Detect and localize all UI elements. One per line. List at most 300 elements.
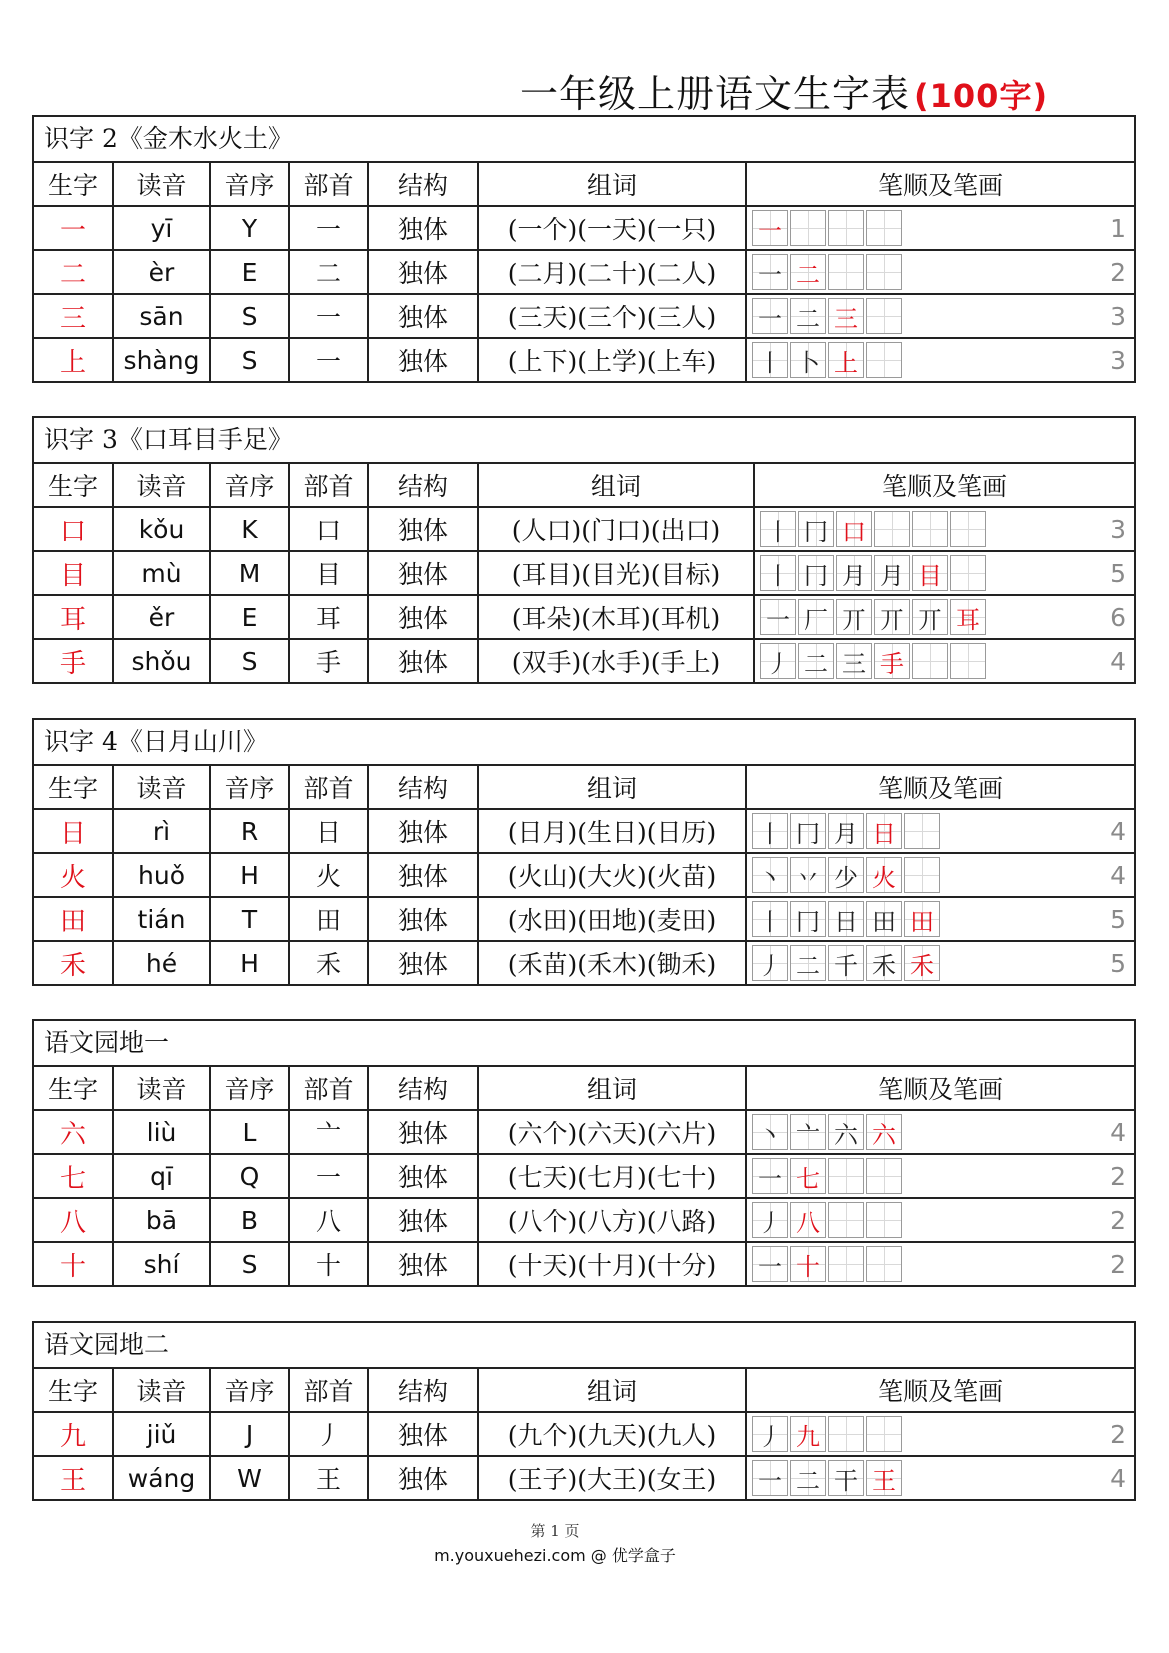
stroke-grid <box>752 901 942 937</box>
header-row <box>34 1369 1134 1413</box>
character-cell: 十 <box>34 1243 114 1285</box>
initial-cell: S <box>211 640 290 682</box>
column-header: 结构 <box>369 464 479 506</box>
stroke-count: 4 <box>1110 860 1126 890</box>
stroke-order-cell <box>747 1413 1134 1455</box>
stroke-count: 4 <box>1110 1463 1126 1493</box>
radical-cell: 八 <box>290 1199 369 1241</box>
stroke-box <box>866 1416 902 1452</box>
structure-cell: 独体 <box>369 339 479 381</box>
table-row <box>34 1413 1134 1457</box>
stroke-box: 丨 <box>752 813 788 849</box>
column-header: 笔顺及笔画 <box>877 774 1003 803</box>
radical-cell: 一 <box>290 339 369 381</box>
words-cell: (人口)(门口)(出口) <box>479 508 755 550</box>
structure-cell: 独体 <box>369 854 479 896</box>
stroke-box: 日 <box>828 901 864 937</box>
initial-cell: E <box>211 596 290 638</box>
header-row <box>34 464 1134 508</box>
words-cell: (耳朵)(木耳)(耳机) <box>479 596 755 638</box>
pinyin-cell: bā <box>114 1199 211 1241</box>
column-header: 笔顺及笔画 <box>877 171 1003 200</box>
stroke-box: 日 <box>866 813 902 849</box>
stroke-box <box>874 511 910 547</box>
pinyin-cell: liù <box>114 1111 211 1153</box>
column-header: 生字 <box>34 766 114 808</box>
table-row <box>34 810 1134 854</box>
words-cell: (一个)(一天)(一只) <box>479 207 747 249</box>
stroke-grid <box>752 1158 904 1194</box>
character-cell: 上 <box>34 339 114 381</box>
table-row <box>34 1111 1134 1155</box>
header-row <box>34 1067 1134 1111</box>
stroke-count: 3 <box>1110 301 1126 331</box>
stroke-box <box>828 1416 864 1452</box>
character-section <box>32 1321 1136 1501</box>
stroke-count: 2 <box>1110 257 1126 287</box>
radical-cell: 目 <box>290 552 369 594</box>
structure-cell: 独体 <box>369 508 479 550</box>
stroke-box <box>828 1158 864 1194</box>
structure-cell: 独体 <box>369 552 479 594</box>
stroke-order-cell <box>747 1243 1134 1285</box>
stroke-count: 2 <box>1110 1161 1126 1191</box>
initial-cell: E <box>211 251 290 293</box>
stroke-order-cell <box>747 942 1134 984</box>
pinyin-cell: kǒu <box>114 508 211 550</box>
stroke-grid <box>760 555 988 591</box>
stroke-order-cell <box>747 898 1134 940</box>
stroke-count: 3 <box>1110 514 1126 544</box>
table-row <box>34 1457 1134 1499</box>
words-cell: (双手)(水手)(手上) <box>479 640 755 682</box>
column-header: 组词 <box>479 1369 747 1411</box>
words-cell: (十天)(十月)(十分) <box>479 1243 747 1285</box>
column-header: 结构 <box>369 163 479 205</box>
stroke-box: 三 <box>836 643 872 679</box>
stroke-box: 耳 <box>950 599 986 635</box>
words-cell: (六个)(六天)(六片) <box>479 1111 747 1153</box>
stroke-box: 七 <box>790 1158 826 1194</box>
stroke-box: 冂 <box>798 511 834 547</box>
initial-cell: L <box>211 1111 290 1153</box>
stroke-box <box>828 254 864 290</box>
stroke-box: 一 <box>752 1158 788 1194</box>
pinyin-cell: shàng <box>114 339 211 381</box>
table-row <box>34 339 1134 381</box>
column-header: 组词 <box>479 464 755 506</box>
column-header: 结构 <box>369 766 479 808</box>
stroke-box: 一 <box>752 1460 788 1496</box>
table-row <box>34 854 1134 898</box>
stroke-box: 二 <box>790 945 826 981</box>
column-header: 音序 <box>211 766 290 808</box>
stroke-count: 5 <box>1110 558 1126 588</box>
table-row <box>34 1199 1134 1243</box>
stroke-box: 冂 <box>790 901 826 937</box>
character-section <box>32 416 1136 684</box>
stroke-box: 少 <box>828 857 864 893</box>
section-title: 识字 3《口耳目手足》 <box>34 418 1134 464</box>
stroke-box: 丨 <box>760 511 796 547</box>
initial-cell: S <box>211 1243 290 1285</box>
stroke-box: 千 <box>828 945 864 981</box>
pinyin-cell: mù <box>114 552 211 594</box>
pinyin-cell: shí <box>114 1243 211 1285</box>
initial-cell: Q <box>211 1155 290 1197</box>
character-cell: 九 <box>34 1413 114 1455</box>
pinyin-cell: yī <box>114 207 211 249</box>
stroke-count: 4 <box>1110 816 1126 846</box>
column-header: 音序 <box>211 1369 290 1411</box>
stroke-count: 2 <box>1110 1419 1126 1449</box>
column-header: 组词 <box>479 766 747 808</box>
table-row <box>34 251 1134 295</box>
stroke-box: 一 <box>752 298 788 334</box>
initial-cell: Y <box>211 207 290 249</box>
radical-cell: 火 <box>290 854 369 896</box>
table-row <box>34 640 1134 682</box>
table-row <box>34 1155 1134 1199</box>
stroke-order-cell <box>755 640 1134 682</box>
stroke-order-cell <box>747 251 1134 293</box>
radical-cell: 耳 <box>290 596 369 638</box>
section-title: 识字 4《日月山川》 <box>34 720 1134 766</box>
column-header: 结构 <box>369 1067 479 1109</box>
table-row <box>34 508 1134 552</box>
stroke-count: 3 <box>1110 345 1126 375</box>
section-title: 识字 2《金木水火土》 <box>34 117 1134 163</box>
initial-cell: B <box>211 1199 290 1241</box>
character-cell: 口 <box>34 508 114 550</box>
stroke-order-cell <box>755 596 1134 638</box>
stroke-box: 目 <box>912 555 948 591</box>
table-row <box>34 207 1134 251</box>
stroke-box: 一 <box>752 254 788 290</box>
stroke-box: 卜 <box>790 342 826 378</box>
stroke-box: 三 <box>828 298 864 334</box>
structure-cell: 独体 <box>369 1413 479 1455</box>
initial-cell: H <box>211 942 290 984</box>
character-section <box>32 718 1136 986</box>
column-header: 部首 <box>290 1067 369 1109</box>
radical-cell: 田 <box>290 898 369 940</box>
stroke-grid <box>760 599 988 635</box>
stroke-box: 丶 <box>752 857 788 893</box>
stroke-order-cell <box>747 810 1134 852</box>
stroke-grid <box>752 210 904 246</box>
stroke-box: 二 <box>798 643 834 679</box>
column-header: 音序 <box>211 1067 290 1109</box>
words-cell: (七天)(七月)(七十) <box>479 1155 747 1197</box>
column-header: 笔顺及笔画 <box>881 472 1007 501</box>
column-header: 生字 <box>34 464 114 506</box>
stroke-order-cell <box>747 854 1134 896</box>
character-section <box>32 1019 1136 1287</box>
table-row <box>34 552 1134 596</box>
stroke-box: 厂 <box>798 599 834 635</box>
words-cell: (三天)(三个)(三人) <box>479 295 747 337</box>
words-cell: (火山)(大火)(火苗) <box>479 854 747 896</box>
character-cell: 七 <box>34 1155 114 1197</box>
column-header: 生字 <box>34 1369 114 1411</box>
initial-cell: H <box>211 854 290 896</box>
stroke-count: 5 <box>1110 904 1126 934</box>
stroke-box: 冂 <box>790 813 826 849</box>
stroke-box: 六 <box>828 1114 864 1150</box>
stroke-box: 口 <box>836 511 872 547</box>
structure-cell: 独体 <box>369 1199 479 1241</box>
stroke-order-cell <box>747 1457 1134 1499</box>
stroke-box: 丿 <box>752 945 788 981</box>
stroke-box: 丌 <box>874 599 910 635</box>
column-header: 结构 <box>369 1369 479 1411</box>
stroke-box <box>828 1246 864 1282</box>
stroke-count: 2 <box>1110 1205 1126 1235</box>
section-title: 语文园地一 <box>34 1021 1134 1067</box>
words-cell: (上下)(上学)(上车) <box>479 339 747 381</box>
stroke-box: 月 <box>828 813 864 849</box>
stroke-box <box>904 813 940 849</box>
stroke-box: 冂 <box>798 555 834 591</box>
column-header: 读音 <box>114 766 211 808</box>
stroke-box <box>950 643 986 679</box>
stroke-grid <box>752 857 942 893</box>
stroke-box: 上 <box>828 342 864 378</box>
structure-cell: 独体 <box>369 207 479 249</box>
stroke-count: 5 <box>1110 948 1126 978</box>
character-cell: 二 <box>34 251 114 293</box>
stroke-box <box>866 298 902 334</box>
stroke-box <box>866 1246 902 1282</box>
stroke-box: 一 <box>752 1246 788 1282</box>
stroke-box: 干 <box>828 1460 864 1496</box>
character-section <box>32 115 1136 383</box>
structure-cell: 独体 <box>369 251 479 293</box>
stroke-box: 九 <box>790 1416 826 1452</box>
stroke-count: 6 <box>1110 602 1126 632</box>
pinyin-cell: wáng <box>114 1457 211 1499</box>
stroke-box: 手 <box>874 643 910 679</box>
character-cell: 六 <box>34 1111 114 1153</box>
stroke-box: 一 <box>760 599 796 635</box>
column-header: 生字 <box>34 163 114 205</box>
structure-cell: 独体 <box>369 810 479 852</box>
stroke-box: 二 <box>790 298 826 334</box>
pinyin-cell: sān <box>114 295 211 337</box>
character-cell: 田 <box>34 898 114 940</box>
table-row <box>34 295 1134 339</box>
column-header: 读音 <box>114 163 211 205</box>
initial-cell: K <box>211 508 290 550</box>
page-number: 第 1 页 <box>530 1522 580 1540</box>
stroke-order-cell <box>747 1111 1134 1153</box>
pinyin-cell: ěr <box>114 596 211 638</box>
stroke-box: 一 <box>752 210 788 246</box>
stroke-box: 丷 <box>790 857 826 893</box>
stroke-box: 丨 <box>760 555 796 591</box>
structure-cell: 独体 <box>369 1457 479 1499</box>
stroke-grid <box>752 1460 904 1496</box>
stroke-order-cell <box>747 207 1134 249</box>
column-header: 部首 <box>290 766 369 808</box>
stroke-box <box>866 210 902 246</box>
stroke-box: 禾 <box>866 945 902 981</box>
pinyin-cell: jiǔ <box>114 1413 211 1455</box>
radical-cell: 禾 <box>290 942 369 984</box>
column-header: 读音 <box>114 1369 211 1411</box>
stroke-box: 禾 <box>904 945 940 981</box>
structure-cell: 独体 <box>369 640 479 682</box>
stroke-box <box>828 210 864 246</box>
stroke-grid <box>752 945 942 981</box>
stroke-box <box>912 643 948 679</box>
structure-cell: 独体 <box>369 1111 479 1153</box>
table-row <box>34 898 1134 942</box>
stroke-box: 田 <box>866 901 902 937</box>
stroke-order-cell <box>747 1199 1134 1241</box>
radical-cell: 十 <box>290 1243 369 1285</box>
stroke-box: 二 <box>790 1460 826 1496</box>
pinyin-cell: tián <box>114 898 211 940</box>
stroke-count: 4 <box>1110 646 1126 676</box>
radical-cell: 日 <box>290 810 369 852</box>
pinyin-cell: shǒu <box>114 640 211 682</box>
header-row <box>34 163 1134 207</box>
stroke-count: 2 <box>1110 1249 1126 1279</box>
stroke-box: 丌 <box>836 599 872 635</box>
column-header: 笔顺及笔画 <box>877 1075 1003 1104</box>
structure-cell: 独体 <box>369 596 479 638</box>
stroke-box: 丿 <box>752 1202 788 1238</box>
stroke-box: 火 <box>866 857 902 893</box>
character-cell: 八 <box>34 1199 114 1241</box>
stroke-box: 王 <box>866 1460 902 1496</box>
stroke-grid <box>752 298 904 334</box>
stroke-box <box>950 511 986 547</box>
words-cell: (八个)(八方)(八路) <box>479 1199 747 1241</box>
header-row <box>34 766 1134 810</box>
stroke-box: 亠 <box>790 1114 826 1150</box>
stroke-box <box>866 1158 902 1194</box>
table-row <box>34 942 1134 984</box>
radical-cell: 一 <box>290 1155 369 1197</box>
radical-cell: 一 <box>290 295 369 337</box>
character-cell: 王 <box>34 1457 114 1499</box>
stroke-box <box>866 342 902 378</box>
pinyin-cell: èr <box>114 251 211 293</box>
radical-cell: 王 <box>290 1457 369 1499</box>
stroke-box: 田 <box>904 901 940 937</box>
stroke-box: 二 <box>790 254 826 290</box>
structure-cell: 独体 <box>369 1155 479 1197</box>
column-header: 音序 <box>211 163 290 205</box>
character-cell: 禾 <box>34 942 114 984</box>
stroke-order-cell <box>747 339 1134 381</box>
stroke-box <box>790 210 826 246</box>
section-title: 语文园地二 <box>34 1323 1134 1369</box>
stroke-grid <box>760 643 988 679</box>
stroke-box <box>912 511 948 547</box>
character-cell: 三 <box>34 295 114 337</box>
pinyin-cell: hé <box>114 942 211 984</box>
column-header: 读音 <box>114 464 211 506</box>
structure-cell: 独体 <box>369 942 479 984</box>
stroke-box: 月 <box>874 555 910 591</box>
stroke-box <box>866 1202 902 1238</box>
stroke-box <box>866 254 902 290</box>
stroke-order-cell <box>747 1155 1134 1197</box>
radical-cell: 丿 <box>290 1413 369 1455</box>
stroke-box <box>950 555 986 591</box>
title-text: 一年级上册语文生字表 <box>520 72 911 116</box>
stroke-order-cell <box>755 552 1134 594</box>
stroke-order-cell <box>747 295 1134 337</box>
stroke-box: 月 <box>836 555 872 591</box>
character-cell: 手 <box>34 640 114 682</box>
column-header: 组词 <box>479 1067 747 1109</box>
stroke-grid <box>752 813 942 849</box>
stroke-grid <box>752 342 904 378</box>
structure-cell: 独体 <box>369 295 479 337</box>
initial-cell: J <box>211 1413 290 1455</box>
title-count: (100字) <box>914 77 1049 115</box>
character-cell: 耳 <box>34 596 114 638</box>
stroke-box: 丿 <box>752 1416 788 1452</box>
pinyin-cell: qī <box>114 1155 211 1197</box>
pinyin-cell: rì <box>114 810 211 852</box>
words-cell: (禾苗)(禾木)(锄禾) <box>479 942 747 984</box>
column-header: 部首 <box>290 163 369 205</box>
structure-cell: 独体 <box>369 1243 479 1285</box>
stroke-box <box>904 857 940 893</box>
column-header: 生字 <box>34 1067 114 1109</box>
initial-cell: S <box>211 295 290 337</box>
page-title <box>520 66 1048 122</box>
character-cell: 日 <box>34 810 114 852</box>
table-row <box>34 596 1134 640</box>
stroke-grid <box>760 511 988 547</box>
stroke-count: 1 <box>1110 213 1126 243</box>
stroke-box: 十 <box>790 1246 826 1282</box>
stroke-box: 六 <box>866 1114 902 1150</box>
words-cell: (水田)(田地)(麦田) <box>479 898 747 940</box>
character-cell: 目 <box>34 552 114 594</box>
radical-cell: 一 <box>290 207 369 249</box>
stroke-grid <box>752 1114 904 1150</box>
words-cell: (日月)(生日)(日历) <box>479 810 747 852</box>
stroke-grid <box>752 254 904 290</box>
initial-cell: M <box>211 552 290 594</box>
table-row <box>34 1243 1134 1285</box>
site-credit: m.youxuehezi.com @ 优学盒子 <box>434 1546 676 1565</box>
column-header: 读音 <box>114 1067 211 1109</box>
stroke-box: 八 <box>790 1202 826 1238</box>
stroke-box: 丿 <box>760 643 796 679</box>
character-cell: 一 <box>34 207 114 249</box>
stroke-box: 丌 <box>912 599 948 635</box>
column-header: 笔顺及笔画 <box>877 1377 1003 1406</box>
column-header: 部首 <box>290 1369 369 1411</box>
radical-cell: 亠 <box>290 1111 369 1153</box>
words-cell: (二月)(二十)(二人) <box>479 251 747 293</box>
stroke-box: 丨 <box>752 901 788 937</box>
radical-cell: 手 <box>290 640 369 682</box>
initial-cell: S <box>211 339 290 381</box>
column-header: 音序 <box>211 464 290 506</box>
pinyin-cell: huǒ <box>114 854 211 896</box>
stroke-box: 丨 <box>752 342 788 378</box>
